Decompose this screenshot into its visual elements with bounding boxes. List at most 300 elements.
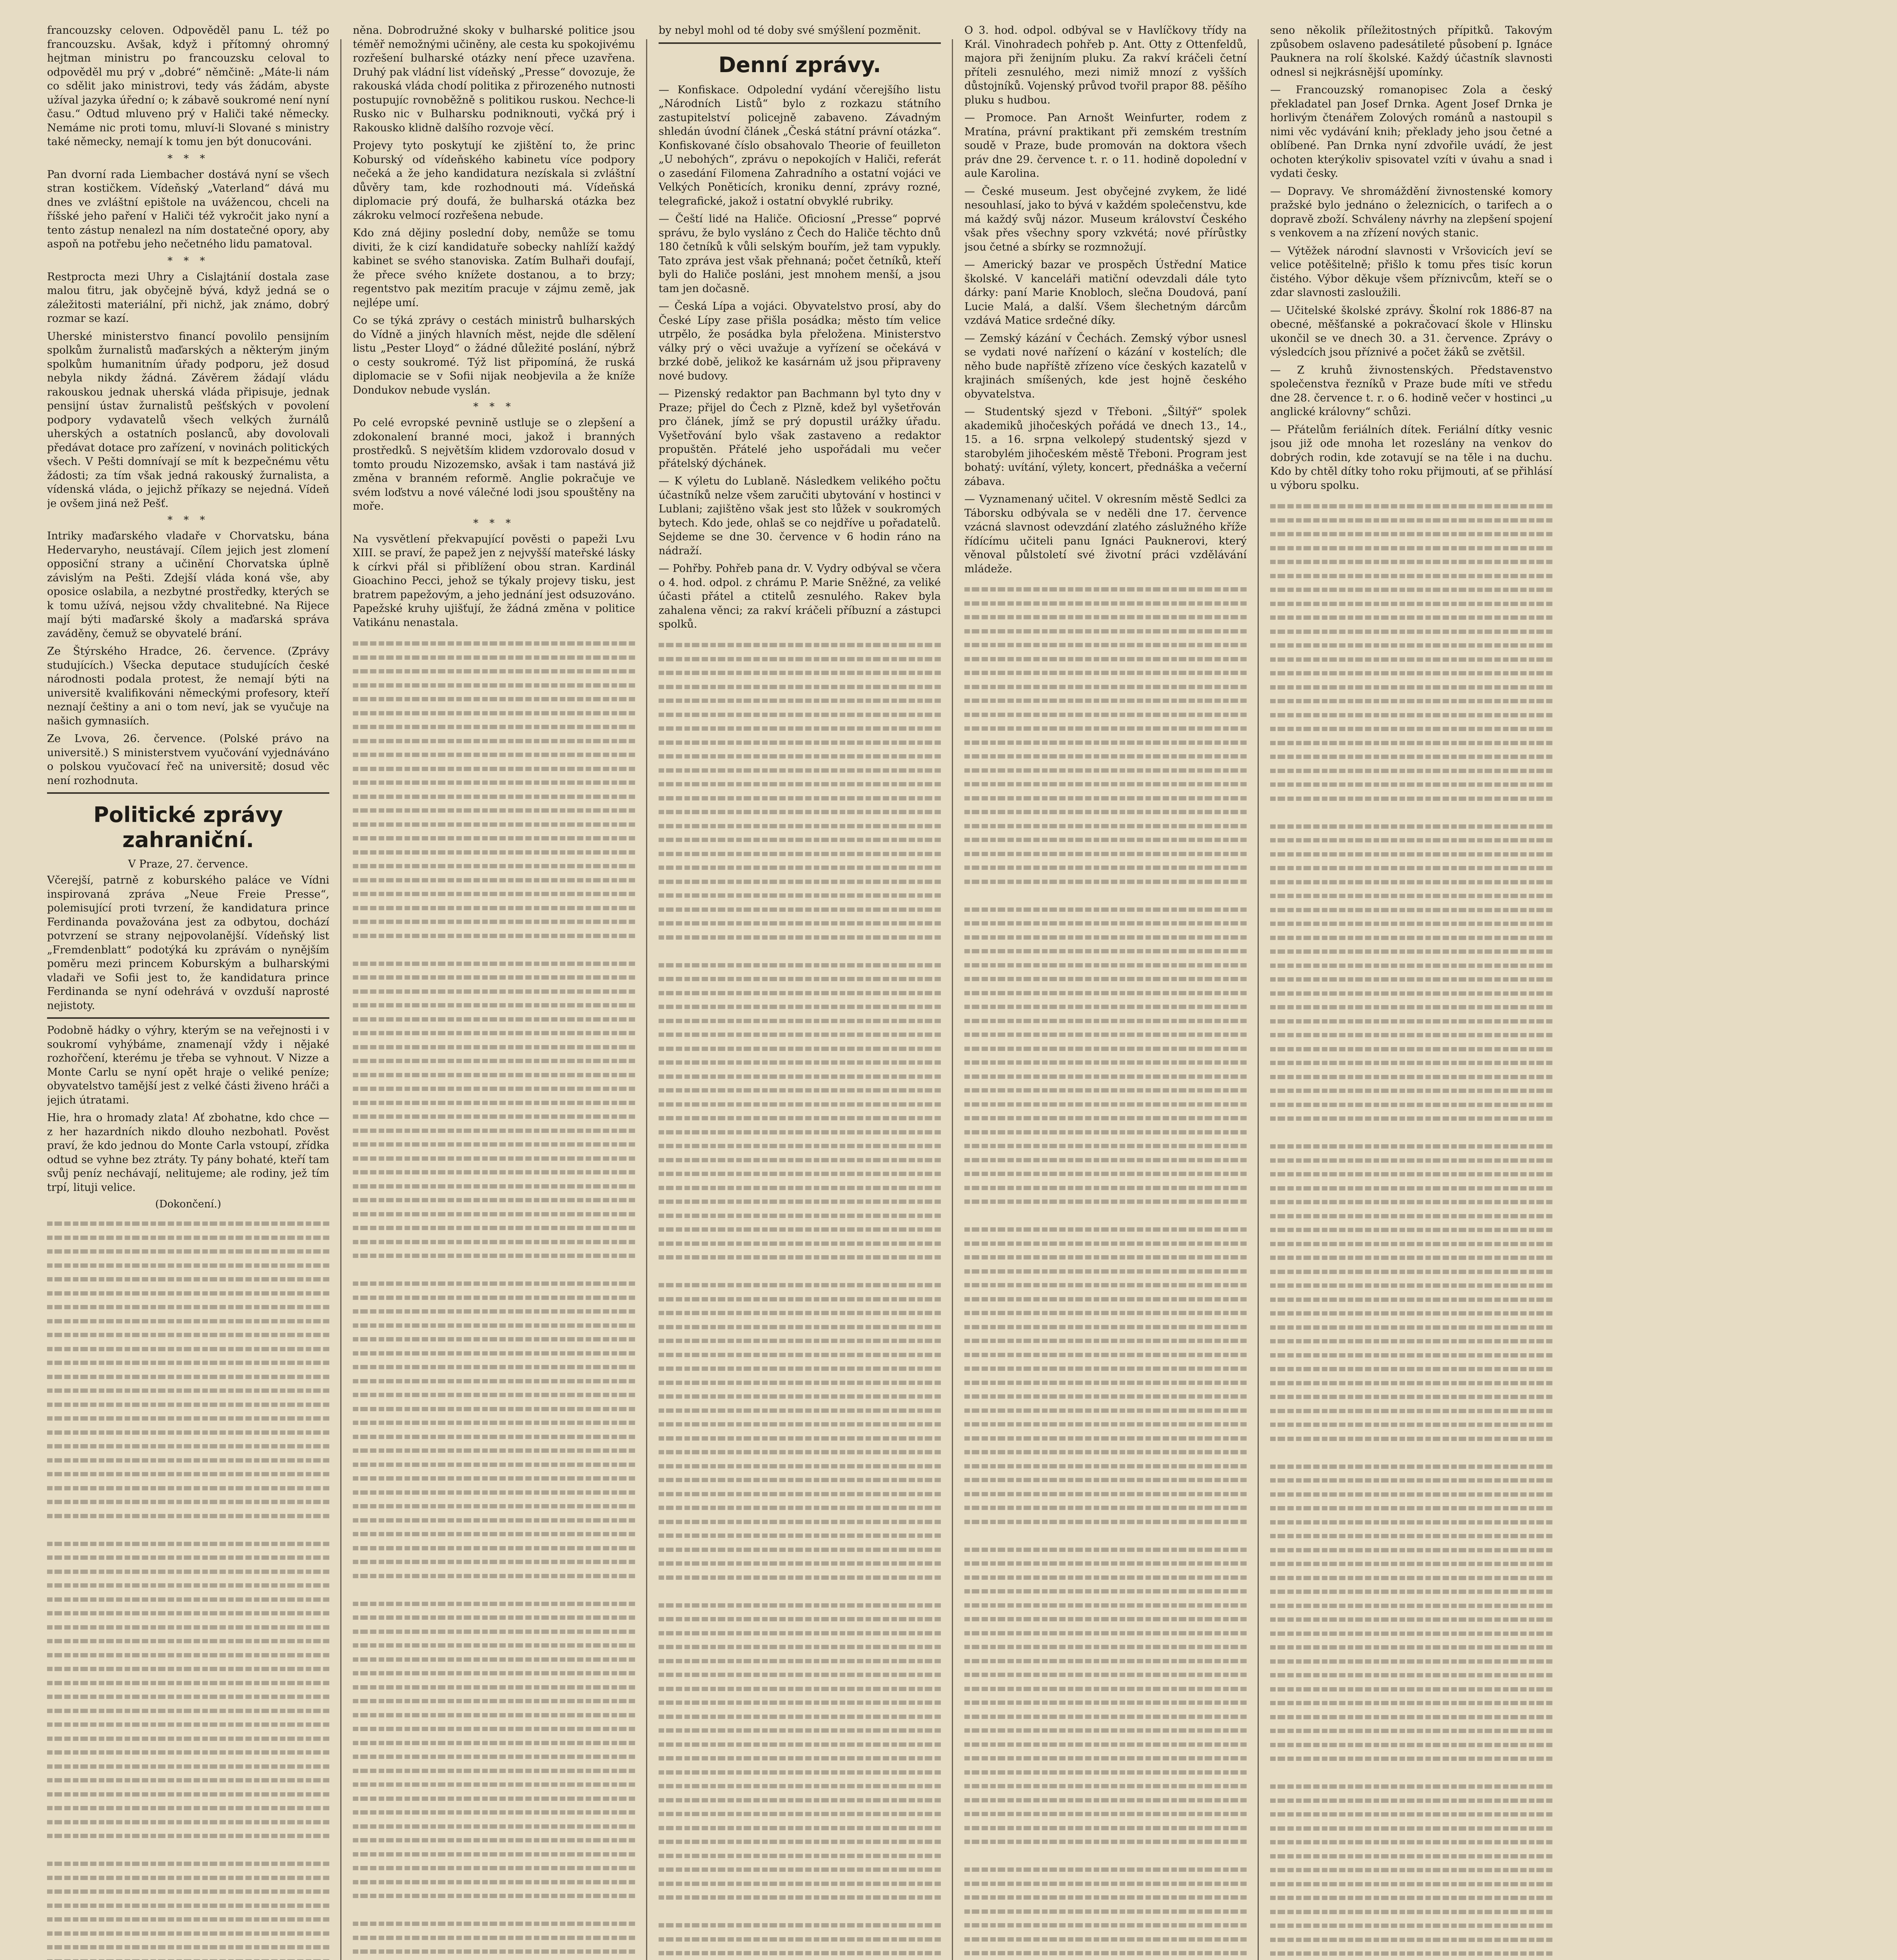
- print-line: [659, 1430, 941, 1445]
- print-line: [353, 1665, 635, 1679]
- print-line: [964, 1514, 1247, 1528]
- print-line: [47, 1605, 329, 1619]
- article-paragraph: Po celé evropské pevnině ustluje se o zlepšení a zdokonalení branné moci, jakož i branných prostředků. S největším klidem vzdorovalo dosud v tomto proudu Nizozemsko, avšak i tam nastává již změna v branném reformě. Anglie pokračuje ve svém loďstvu a nové válečné lodi jsou spouštěny na moře.: [353, 417, 635, 512]
- print-line: [353, 1874, 635, 1888]
- article-paragraph: O 3. hod. odpol. odbýval se v Havlíčkovy třídy na Král. Vinohradech pohřeb p. Ant. Otty z Ottenfeldů, majora při ženijním pluku. Za rakví kráčeli četní příteli zesnulého, mezi nimiž mnozí z vyšších důstojníků. Vojenský průvod tvořil prapor 88. pěšího pluku s hudbou.: [964, 24, 1247, 106]
- print-line: [1270, 763, 1552, 777]
- article-paragraph: — Přátelům feriálních dítek. Feriální dítky vesnic jsou již ode mnoha let rozeslány na venkov do dobrých rodin, kde zotavují se na těle i na duchu. Kdo by chtěl dítky toho roku přijmouti, ať se přihlásí u výboru spolku.: [1270, 423, 1552, 492]
- print-line: [964, 1667, 1247, 1681]
- print-line: [659, 1458, 941, 1472]
- print-line: [659, 637, 941, 651]
- article-paragraph: by nebyl mohl od té doby své smýšlení pozměnit.: [659, 24, 921, 36]
- print-line: [353, 1777, 635, 1791]
- print-line: [1270, 1639, 1552, 1653]
- print-line: [353, 802, 635, 817]
- print-line: [47, 1772, 329, 1786]
- print-line: [659, 1862, 941, 1876]
- print-line: [47, 1703, 329, 1717]
- print-line: [353, 1804, 635, 1818]
- print-line: [1270, 1890, 1552, 1904]
- separator-stars: * * *: [167, 255, 209, 267]
- article-paragraph: Uherské ministerstvo financí povolilo pensijním spolkům žurnalistů maďarských a některým jiným spolkům humanitním úřady podporu, jež dosud nebyla nikdy žádná. Závěrem žádají vládu rakouskou jednak uherská vláda připisuje, jednak pensijní ústav žurnalistů pešťských v povolení podpory vydavatelů všech velkých žurnálů uherských a ostatních poslanců, aby dovolovali předávat dotace pro zařízení, v novinách politických všech. V Pešti domnívají se mít k bezpečnému větu žádosti; za tím však jedná rakouský žurnalista, a vídenská vláda, o jejichž příkazy se nejedná. Vídeň je ovšem jiná než Pešť.: [47, 330, 329, 510]
- print-line: [964, 943, 1247, 957]
- print-line: [964, 1277, 1247, 1291]
- print-line: [47, 1327, 329, 1341]
- print-line: [964, 1403, 1247, 1417]
- print-line: [47, 1633, 329, 1647]
- print-line: [659, 1806, 941, 1820]
- print-line: [964, 651, 1247, 665]
- print-line: [1270, 985, 1552, 1000]
- print-line: [353, 1039, 635, 1053]
- print-line: [1270, 1751, 1552, 1765]
- print-line: [659, 1388, 941, 1403]
- print-line: [964, 929, 1247, 944]
- print-line: [1270, 498, 1552, 512]
- print-line: [1270, 888, 1552, 902]
- print-line: [1270, 582, 1552, 596]
- print-line: [659, 1555, 941, 1570]
- article-paragraph: Restprocta mezi Uhry a Cislajtánií dostala zase malou ťitru, jak obyčejně bývá, když jedná se o záležitosti materiální, při nichž, jak známo, dobrý rozmar se kazí.: [47, 270, 329, 325]
- print-line: [964, 762, 1247, 777]
- article-paragraph: Ze Lvova, 26. července. (Polské právo na universitě.) S ministerstvem vyučování vyjednáváno o polskou vyučovací řeč na universitě; dosud věc není rozhodnuta.: [47, 733, 329, 787]
- print-line: [1270, 999, 1552, 1013]
- print-line: [659, 790, 941, 804]
- print-line: [1270, 1862, 1552, 1876]
- print-line: [1270, 1779, 1552, 1793]
- print-line: [353, 830, 635, 844]
- print-line: [47, 1410, 329, 1425]
- print-line: [1270, 791, 1552, 805]
- print-line: [353, 705, 635, 719]
- print-line: [47, 1466, 329, 1480]
- print-line: [353, 1707, 635, 1721]
- print-line: [964, 1597, 1247, 1612]
- print-line: [659, 1361, 941, 1375]
- print-line: [659, 1695, 941, 1709]
- print-line: [1270, 930, 1552, 944]
- print-line: [659, 1820, 941, 1834]
- print-line: [659, 902, 941, 916]
- print-line: [1270, 1347, 1552, 1361]
- print-line: [659, 1221, 941, 1236]
- print-line: [659, 846, 941, 860]
- print-line: [659, 651, 941, 665]
- print-line: [964, 1555, 1247, 1570]
- section-heading: Politické zprávy zahraniční.: [93, 802, 283, 852]
- print-line: [1270, 1180, 1552, 1194]
- print-line: [353, 1554, 635, 1568]
- print-line: [353, 691, 635, 705]
- article-paragraph: — Dopravy. Ve shromáždění živnostenské komory pražské bylo jednáno o železnicích, o tarifech a o dopravě zboží. Schváleny návrhy na zlepšení spojení s venkovem a na zřízení nových stanic.: [1270, 185, 1552, 239]
- print-line: [964, 748, 1247, 762]
- print-line: [1270, 1500, 1552, 1514]
- print-line: [964, 665, 1247, 679]
- print-line: [47, 1731, 329, 1745]
- print-line: [353, 886, 635, 900]
- print-line: [964, 957, 1247, 971]
- print-line: [1270, 1820, 1552, 1835]
- print-line: [353, 733, 635, 747]
- print-line: [1270, 1194, 1552, 1208]
- print-line: [47, 1438, 329, 1452]
- print-line: [353, 1359, 635, 1373]
- print-line: [353, 1832, 635, 1846]
- print-line: [1270, 1236, 1552, 1250]
- separator-stars: * * *: [167, 152, 209, 165]
- print-line: [353, 1178, 635, 1192]
- print-line: [659, 1876, 941, 1890]
- print-line: [1270, 916, 1552, 930]
- print-line: [659, 1625, 941, 1639]
- article-paragraph: — Výtěžek národní slavnosti v Vršovicích jeví se velice potěšitelně; přišlo k tomu přes tisíc korun čistého. Výbor děkuje všem příznivcům, kteří se o zdar slavnosti zasloužili.: [1270, 245, 1552, 299]
- print-line: [1270, 1806, 1552, 1820]
- article-paragraph: — Studentský sjezd v Třeboni. „Šiltýř“ spolek akademiků jihočeských pořádá ve dnech 13., 14., 15. a 16. srpna velkolepý studentský sjezd v starobylém jihočeském městě Třeboni. Program jest bohatý: uvítání, výlety, koncert, přednáška a večerní zábava.: [964, 406, 1247, 488]
- column-1: [47, 24, 329, 1960]
- print-line: [1270, 1389, 1552, 1403]
- print-line: [1270, 1542, 1552, 1556]
- print-line: [47, 1953, 329, 1960]
- article-paragraph: — Francouzský romanopisec Zola a český překladatel pan Josef Drnka. Agent Josef Drnka je horlivým čtenářem Zolových románů a nastoupil s nimi věc vydávání knih; překlady jeho jsou četné a oblíbené. Pan Drnka nyní zdvořile uvádí, že jest ochoten kterýkoliv spisovatel vzíti v úvahu a snad i vydati česky.: [1270, 84, 1552, 180]
- print-line: [1270, 958, 1552, 972]
- print-line: [1270, 1528, 1552, 1542]
- print-line: [1270, 707, 1552, 721]
- print-line: [659, 1416, 941, 1430]
- print-line: [659, 1681, 941, 1695]
- print-line: [1270, 1069, 1552, 1083]
- print-line: [659, 1096, 941, 1111]
- print-line: [964, 1709, 1247, 1723]
- print-line: [964, 846, 1247, 860]
- print-line: [659, 1277, 941, 1291]
- print-line: [659, 929, 941, 944]
- print-line: [353, 1679, 635, 1693]
- print-line: [964, 790, 1247, 804]
- print-line: [47, 1313, 329, 1327]
- print-line: [1270, 637, 1552, 652]
- print-line: [964, 1069, 1247, 1083]
- print-line: [47, 1661, 329, 1675]
- print-line: [353, 1081, 635, 1095]
- print-line: [964, 1361, 1247, 1375]
- article-paragraph: Co se týká zprávy o cestách ministrů bulharských do Vídně a jiných hlavních měst, nejde dle sdělení listu „Pester Lloyd“ o žádné důležité poslání, nýbrž o cesty soukromé. Týž list připomíná, že ruská diplomacie se v Sofii nijak neobjevila a že kníže Dondukov nebude vyslán.: [353, 314, 635, 396]
- print-line: [1270, 1041, 1552, 1055]
- print-line: [47, 1216, 329, 1230]
- print-line: [47, 1675, 329, 1689]
- print-line: [353, 997, 635, 1011]
- print-line: [47, 1759, 329, 1773]
- print-line: [659, 720, 941, 735]
- section-heading: Denní zprávy.: [718, 52, 881, 77]
- print-line: [353, 1651, 635, 1666]
- print-line: [659, 1542, 941, 1556]
- print-line: [964, 1430, 1247, 1445]
- print-line: [659, 1027, 941, 1041]
- print-line: [353, 650, 635, 664]
- print-line: [353, 1164, 635, 1178]
- print-line: [659, 999, 941, 1013]
- print-line: [659, 957, 941, 971]
- print-line: [1270, 596, 1552, 610]
- print-line: [659, 985, 941, 999]
- print-line: [353, 1303, 635, 1318]
- print-line: [964, 1333, 1247, 1347]
- print-line: [47, 1814, 329, 1828]
- print-line: [1270, 1723, 1552, 1737]
- print-line: [353, 1387, 635, 1401]
- print-line: [964, 1138, 1247, 1152]
- print-line: [353, 1470, 635, 1485]
- print-line: [353, 1290, 635, 1304]
- print-line: [964, 609, 1247, 623]
- print-line: [1270, 1472, 1552, 1486]
- print-line: [964, 1625, 1247, 1639]
- print-line: [353, 900, 635, 914]
- print-line: [659, 748, 941, 762]
- print-line: [47, 1717, 329, 1731]
- print-line: [1270, 1612, 1552, 1626]
- print-line: [47, 1786, 329, 1800]
- print-line: [353, 914, 635, 928]
- print-line: [964, 595, 1247, 610]
- article-paragraph: Ze Štýrského Hradce, 26. července. (Zprávy studujících.) Všecka deputace studujících české národnosti podala protest, že nemají býti na universitě kvalifikováni německými profesory, kteří neznají češtiny a ani o tom neví, jak se vyučuje na našich gymnasiích.: [47, 645, 329, 727]
- print-line: [964, 1472, 1247, 1486]
- print-line: [353, 1860, 635, 1874]
- column-rule: [340, 39, 341, 1960]
- print-line: [47, 1550, 329, 1564]
- print-line: [964, 1931, 1247, 1945]
- text-continuation: [1270, 498, 1552, 1960]
- print-line: [659, 1166, 941, 1180]
- print-line: [964, 1082, 1247, 1096]
- print-line: [659, 1889, 941, 1904]
- print-line: [353, 969, 635, 984]
- continuation-note: (Dokončení.): [155, 1198, 221, 1210]
- print-line: [1270, 693, 1552, 707]
- print-line: [659, 1597, 941, 1612]
- print-line: [659, 1333, 941, 1347]
- print-line: [659, 1764, 941, 1779]
- print-line: [1270, 1598, 1552, 1612]
- print-line: [353, 1401, 635, 1415]
- print-line: [1270, 1848, 1552, 1862]
- print-line: [964, 1221, 1247, 1236]
- print-line: [353, 1735, 635, 1749]
- print-line: [353, 1206, 635, 1220]
- print-line: [659, 887, 941, 902]
- separator-stars: * * *: [473, 401, 515, 413]
- print-line: [1270, 1918, 1552, 1932]
- print-line: [1270, 1361, 1552, 1375]
- print-line: [1270, 526, 1552, 540]
- print-line: [353, 1276, 635, 1290]
- print-line: [964, 693, 1247, 707]
- print-line: [353, 1095, 635, 1109]
- print-line: [659, 735, 941, 749]
- print-line: [47, 1744, 329, 1759]
- separator-stars: * * *: [167, 514, 209, 526]
- print-line: [353, 1596, 635, 1610]
- text-continuation: [47, 1216, 329, 1960]
- print-line: [964, 1096, 1247, 1111]
- article-paragraph: — České museum. Jest obyčejné zvykem, že lidé nesouhlasí, jako to bývá v každém společenstvu, kde má každý svůj názor. Museum království Českého však přes všechny spory vzkvétá; nové přírůstky jsou četné a sbírky se rozmnožují.: [964, 185, 1247, 253]
- article-paragraph: Hie, hra o hromady zlata! Ať zbohatne, kdo chce — z her hazardních nikdo dlouho nezbohatl. Pověst praví, že kdo jednou do Monte Carla vstoupí, zřídka odtud se vyhne bez ztráty. Ty pány bohaté, kteří tam svůj peníz nechávají, nelitujeme; ale rodiny, jež tím trpí, lituji velice.: [47, 1112, 329, 1194]
- print-line: [964, 1444, 1247, 1458]
- print-line: [47, 1285, 329, 1299]
- print-line: [659, 1848, 941, 1862]
- print-line: [964, 804, 1247, 818]
- column-rule: [646, 39, 647, 1960]
- article-paragraph: seno několik příležitostných přípitků. Takovým způsobem oslaveno padesátileté působení p. Ignáce Pauknera na rolí školské. Každý účastník slavnosti odnesl si nejkrásnější upomínky.: [1270, 24, 1552, 78]
- print-line: [1270, 1514, 1552, 1528]
- article-paragraph: — Z kruhů živnostenských. Představenstvo společenstva řezníků v Praze bude míti ve středu dne 28. července t. r. o 6. hodině večer v hostinci „u anglické královny“ schůzi.: [1270, 364, 1552, 418]
- print-line: [964, 1249, 1247, 1263]
- print-line: [964, 1750, 1247, 1764]
- print-line: [1270, 818, 1552, 833]
- print-line: [964, 1194, 1247, 1208]
- print-line: [964, 1388, 1247, 1403]
- print-line: [1270, 1417, 1552, 1431]
- print-line: [659, 679, 941, 693]
- print-line: [353, 1888, 635, 1902]
- article-paragraph: — Učitelské školské zprávy. Školní rok 1886-87 na obecné, měšťanské a pokračovací škole v Hlinsku ukončil se ve dnech 30. a 31. července. Zprávy o výsledcích jsou příznivé a počet žáků se zvětšil.: [1270, 304, 1552, 358]
- article-paragraph: francouzsky celoven. Odpověděl panu L. též po francouzsku. Avšak, když i přítomný ohromný hejtman ministru po francouzsku celoval to odpověděl mu prý v „dobré“ němčině: „Máte-li nám co sdělit jako ministrovi, tedy vás žádám, abyste užíval jazyka úřední o; k zábavě soukromé není nyní času.“ Odtud mluveno prý v Haliči také německy. Nemáme nic proti tomu, mluví-li Slované s ministry také německy, nemají k tomu jen být donucováni.: [47, 24, 329, 148]
- print-line: [964, 1611, 1247, 1625]
- print-line: [1270, 1403, 1552, 1417]
- print-line: [353, 1916, 635, 1930]
- print-line: [353, 1345, 635, 1359]
- print-line: [659, 1500, 941, 1514]
- print-line: [353, 1415, 635, 1429]
- print-line: [1270, 749, 1552, 763]
- print-line: [353, 1485, 635, 1499]
- print-line: [1270, 1695, 1552, 1709]
- print-line: [659, 762, 941, 777]
- print-line: [659, 1570, 941, 1584]
- print-line: [353, 1944, 635, 1958]
- text-continuation: [964, 581, 1247, 1960]
- print-line: [659, 1917, 941, 1931]
- print-line: [1270, 1932, 1552, 1946]
- print-line: [659, 1082, 941, 1096]
- article-paragraph: — Čeští lidé na Haliče. Oficiosní „Presse“ poprvé správu, že bylo vysláno z Čech do Haliče těchto dnů 180 četníků k vůli selským bouřím, jež tam vypukly. Tato zpráva jest však přehnaná; počet četníků, kteří byli do Haliče posláni, jest mnohem menší, a jsou tam jen dočasně.: [659, 213, 941, 295]
- print-line: [1270, 679, 1552, 693]
- columns: [47, 24, 1866, 1960]
- print-line: [47, 1508, 329, 1522]
- print-line: [659, 1709, 941, 1723]
- column-3: [659, 24, 941, 1960]
- print-line: [1270, 1278, 1552, 1292]
- print-line: [47, 1452, 329, 1466]
- print-line: [353, 747, 635, 761]
- print-line: [964, 1054, 1247, 1069]
- print-line: [964, 971, 1247, 985]
- print-line: [1270, 1681, 1552, 1695]
- print-line: [964, 707, 1247, 721]
- print-line: [1270, 512, 1552, 526]
- article-paragraph: Pan dvorní rada Liembacher dostává nyní se všech stran kostičkem. Vídeňský „Vaterland“ dává mu dnes ve zvláštní epištole na uvážencou, chceli na říšské jeho paření v Haliči též vykročit jako nyní a tento zástup nenalezl na ním dostatečné opory, aby aspoň na potřebu jeho nečetného lidu pamatoval.: [47, 168, 329, 250]
- print-line: [47, 1397, 329, 1411]
- print-line: [964, 1347, 1247, 1361]
- print-line: [964, 1570, 1247, 1584]
- print-line: [964, 1681, 1247, 1695]
- print-line: [47, 1480, 329, 1494]
- print-line: [1270, 652, 1552, 666]
- print-line: [1270, 1945, 1552, 1960]
- print-line: [353, 1234, 635, 1248]
- article-paragraph: Podobně hádky o výhry, kterým se na veřejnosti i v soukromí vyhýbáme, znamenají vždy i nějaké rozhořčení, kterému je třeba se vyhnout. V Nizze a Monte Carlu se nyní opět hraje o veliké peníze; obyvatelstvo tamější jest z velké části živeno hráči a jejich útratami.: [47, 1024, 329, 1106]
- print-line: [1270, 624, 1552, 638]
- print-line: [353, 1331, 635, 1345]
- print-line: [659, 1472, 941, 1486]
- print-line: [1270, 777, 1552, 791]
- print-line: [47, 1494, 329, 1508]
- print-line: [964, 1764, 1247, 1779]
- print-line: [353, 1136, 635, 1151]
- print-line: [659, 860, 941, 874]
- print-line: [964, 1375, 1247, 1389]
- print-line: [47, 1383, 329, 1397]
- print-line: [964, 1653, 1247, 1667]
- print-line: [1270, 1083, 1552, 1097]
- print-line: [659, 1291, 941, 1305]
- print-line: [964, 1542, 1247, 1556]
- print-line: [964, 1583, 1247, 1597]
- print-line: [1270, 874, 1552, 888]
- print-line: [964, 1458, 1247, 1472]
- print-line: [659, 1054, 941, 1069]
- print-line: [659, 832, 941, 846]
- article-paragraph: něna. Dobrodružné skoky v bulharské politice jsou téměř nemožnými učiněny, ale cesta ku spokojivému rozřešení bulharské otázky není přece uzavřena. Druhý pak vládní list vídeňský „Presse“ dovozuje, že rakouská vláda chodí politika z přirozeného nutnosti postupujíc rovnoběžně s politikou ruskou. Nechce-li Rusko nic v Bulharsku podniknouti, vyčká prý i Rakousko klidně dalšího rozvoje věcí.: [353, 24, 635, 134]
- print-line: [47, 1619, 329, 1633]
- print-line: [659, 1110, 941, 1124]
- print-line: [1270, 1834, 1552, 1848]
- print-line: [353, 844, 635, 858]
- print-line: [353, 761, 635, 775]
- print-line: [1270, 1292, 1552, 1306]
- print-line: [964, 1124, 1247, 1138]
- print-line: [964, 1778, 1247, 1792]
- print-line: [964, 818, 1247, 832]
- print-line: [353, 1958, 635, 1960]
- print-line: [1270, 1208, 1552, 1222]
- print-line: [1270, 735, 1552, 749]
- print-line: [964, 720, 1247, 735]
- print-line: [1270, 944, 1552, 958]
- article-paragraph: Projevy tyto poskytují ke zjištění to, že princ Koburský od vídeňského kabinetu více podpory nečeká a že jeho kandidatura nezískala si zvláštní důvěry tam, kde rozhodnouti má. Vídeňská diplomacie prý doufá, že bulharská otázka bez zákroku velmocí rozřešena nebude.: [353, 140, 635, 221]
- print-line: [1270, 1111, 1552, 1125]
- print-line: [1270, 610, 1552, 624]
- print-line: [47, 1425, 329, 1439]
- print-line: [47, 1884, 329, 1898]
- print-line: [353, 1220, 635, 1234]
- print-line: [659, 1611, 941, 1625]
- print-line: [1270, 1737, 1552, 1751]
- print-line: [659, 1667, 941, 1681]
- print-line: [1270, 568, 1552, 582]
- article-paragraph: Intriky maďarského vladaře v Chorvatsku, bána Hedervaryho, neustávají. Cílem jejich jest zlomení opposiční strany a učinění Chorvatska úplně závislým na Pešti. Zdejší vláda koná vše, aby oposice oslabila, a nezbytné prostředky, kterých se k tomu užívá, nejsou vždy chvalitebné. Na Rijece mají býti maďarské školy a maďarská správa zaváděny, čemuž se obyvatelé brání.: [47, 530, 329, 640]
- print-line: [659, 1945, 941, 1959]
- print-line: [964, 902, 1247, 916]
- print-line: [353, 1624, 635, 1638]
- print-line: [659, 1249, 941, 1263]
- print-line: [659, 1124, 941, 1138]
- print-line: [659, 915, 941, 929]
- print-line: [964, 1291, 1247, 1305]
- print-line: [964, 874, 1247, 888]
- print-line: [47, 1647, 329, 1661]
- print-line: [353, 1818, 635, 1833]
